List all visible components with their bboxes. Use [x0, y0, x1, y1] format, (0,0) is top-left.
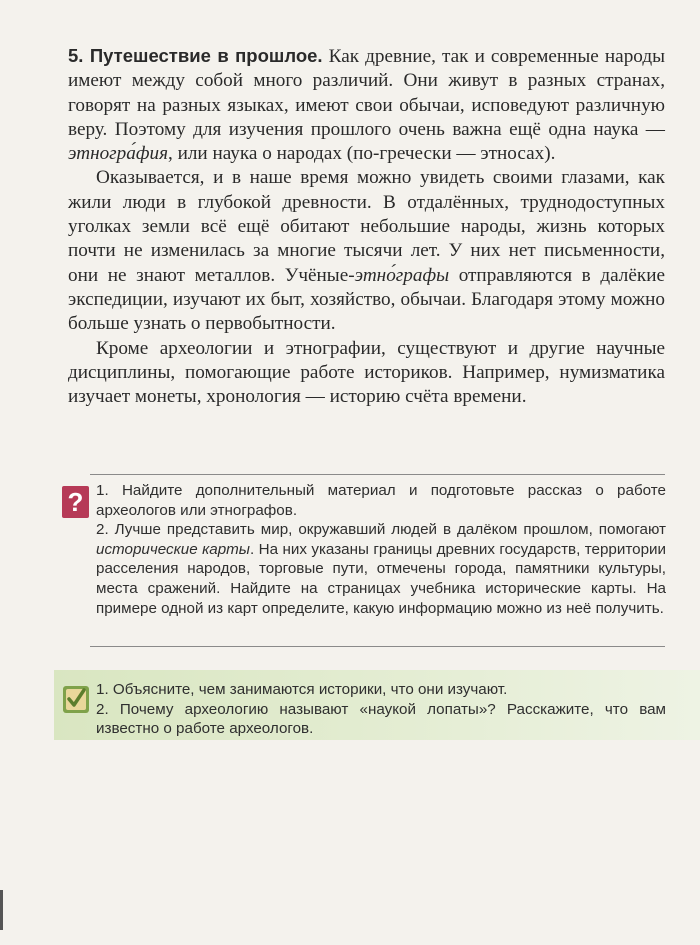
questions-top-rule [90, 474, 665, 475]
main-text [68, 44, 665, 409]
paragraph-1-text-b: , или наука о народах (по-гречески — этносах). [168, 143, 556, 165]
term-historical-maps: исторические карты [96, 540, 250, 558]
paragraph-3: Кроме археологии и этнографии, существуют и другие научные дисциплины, помогающие работе историков. Например, нумизматика изучает монеты, хронология — историю счёта времени. [68, 337, 665, 408]
term-ethnography: этногра́фия [68, 143, 168, 165]
paragraph-1-text-a: Как древние, так и современные народы имеют между собой много различий. Они живут в разных странах, говорят на разных языках, имеют свои обычаи, исповедуют различную веру. Поэтому для изучения прошлого очень важна ещё одна наука — [68, 46, 665, 140]
review-questions [96, 680, 666, 739]
paragraph-2-text-a: Оказывается, и в наше время можно увидеть своими глазами, как жили люди в глубокой древности. В отдалённых, труднодоступных уголках земли всё ещё обитают небольшие народы, жизнь которых почти не изменилась за многие тысячи лет. У них нет письменности, они не знают металлов. Учёные- [68, 167, 665, 286]
question-2-text-b: . На них указаны границы древних государств, территории расселения народов, торговые пути, отмечены города, памятники культуры, места сражений. Найдите на страницах учебника исторические карты. На примере одной из карт определите, какую информацию можно из неё получить. [96, 540, 666, 617]
check-mark-icon [62, 684, 90, 714]
paragraph-1 [68, 44, 665, 166]
question-2-text-a: 2. Лучше представить мир, окружавший людей в далёком прошлом, помогают [96, 521, 666, 539]
section-heading: 5. Путешествие в прошлое. [68, 45, 323, 66]
questions-bottom-rule [90, 646, 665, 647]
question-mark-icon: ? [62, 486, 89, 518]
page-edge-mark [0, 890, 3, 930]
term-ethnographers: этно́графы [354, 264, 450, 286]
paragraph-2-text-b: отправляются в далёкие экспедиции, изучают их быт, хозяйство, обычаи. Благодаря этому можно больше узнать о первобытности. [68, 264, 665, 335]
review-question-2: 2. Почему археологию называют «наукой лопаты»? Расскажите, что вам известно о работе археологов. [96, 700, 666, 738]
question-1: 1. Найдите дополнительный материал и подготовьте рассказ о работе археологов или этнографов. [96, 482, 666, 519]
paragraph-2 [68, 166, 665, 336]
questions-block [96, 481, 666, 618]
review-question-1: 1. Объясните, чем занимаются историки, что они изучают. [96, 681, 508, 698]
question-2 [96, 520, 666, 618]
